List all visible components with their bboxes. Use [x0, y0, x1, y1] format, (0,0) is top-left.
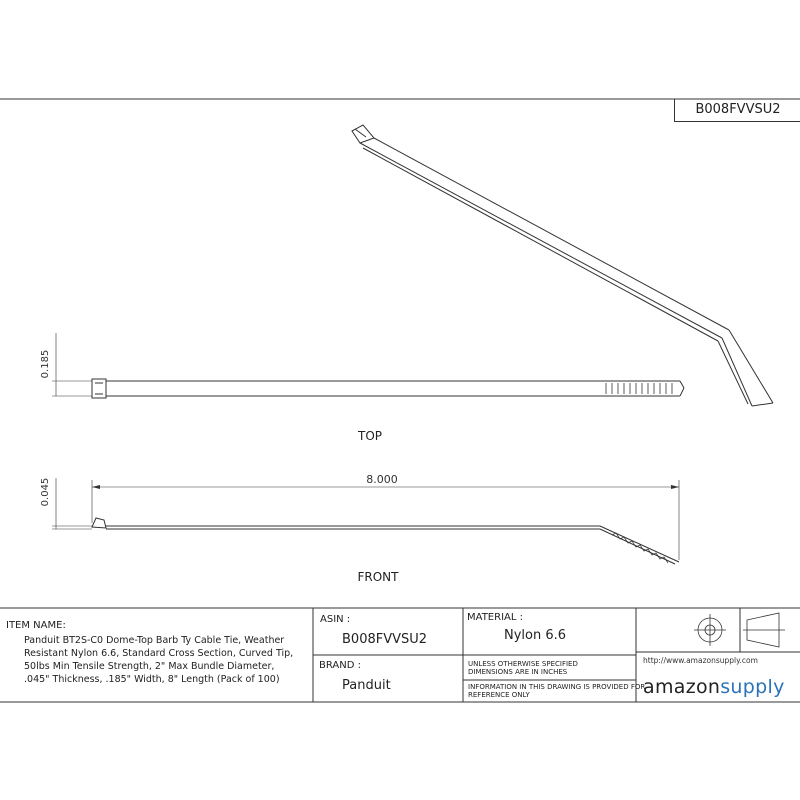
asin-heading: ASIN :	[320, 614, 351, 625]
material-heading: MATERIAL :	[467, 612, 523, 623]
logo-amazon: amazon	[643, 676, 721, 698]
amazonsupply-logo	[643, 676, 785, 698]
thickness-dimension: 0.045	[40, 477, 51, 507]
logo-supply: supply	[720, 676, 785, 698]
note-reference-line1: INFORMATION IN THIS DRAWING IS PROVIDED FOR	[468, 683, 646, 691]
width-dimension: 0.185	[40, 349, 51, 379]
brand-heading: BRAND :	[319, 660, 361, 671]
note-units-line2: DIMENSIONS ARE IN INCHES	[468, 668, 568, 676]
note-units	[468, 660, 578, 676]
website-url: http://www.amazonsupply.com	[643, 656, 758, 665]
item-name-text: Panduit BT2S-C0 Dome-Top Barb Ty Cable Tie, Weather Resistant Nylon 6.6, Standard Cross Section, Curved Tip, 50lbs Min Tensile Strength, 2" Max Bundle Diameter, .045" Thickness, .185" Width, 8" Length (Pack of 100)	[24, 635, 294, 685]
note-reference-line2: REFERENCE ONLY	[468, 691, 530, 699]
item-name-heading: ITEM NAME:	[6, 620, 66, 631]
front-view	[52, 478, 679, 564]
length-dimension: 8.000	[366, 473, 398, 486]
note-units-line1: UNLESS OTHERWISE SPECIFIED	[468, 660, 578, 668]
brand-value: Panduit	[342, 678, 391, 693]
note-reference	[468, 683, 645, 699]
top-view-label: TOP	[357, 429, 383, 443]
isometric-view	[352, 125, 773, 406]
serrations	[606, 383, 672, 394]
top-view	[52, 333, 684, 398]
asin-value: B008FVVSU2	[342, 632, 428, 647]
material-value: Nylon 6.6	[504, 628, 567, 643]
asin-header-box: B008FVVSU2	[674, 99, 800, 122]
front-view-label: FRONT	[357, 570, 399, 584]
